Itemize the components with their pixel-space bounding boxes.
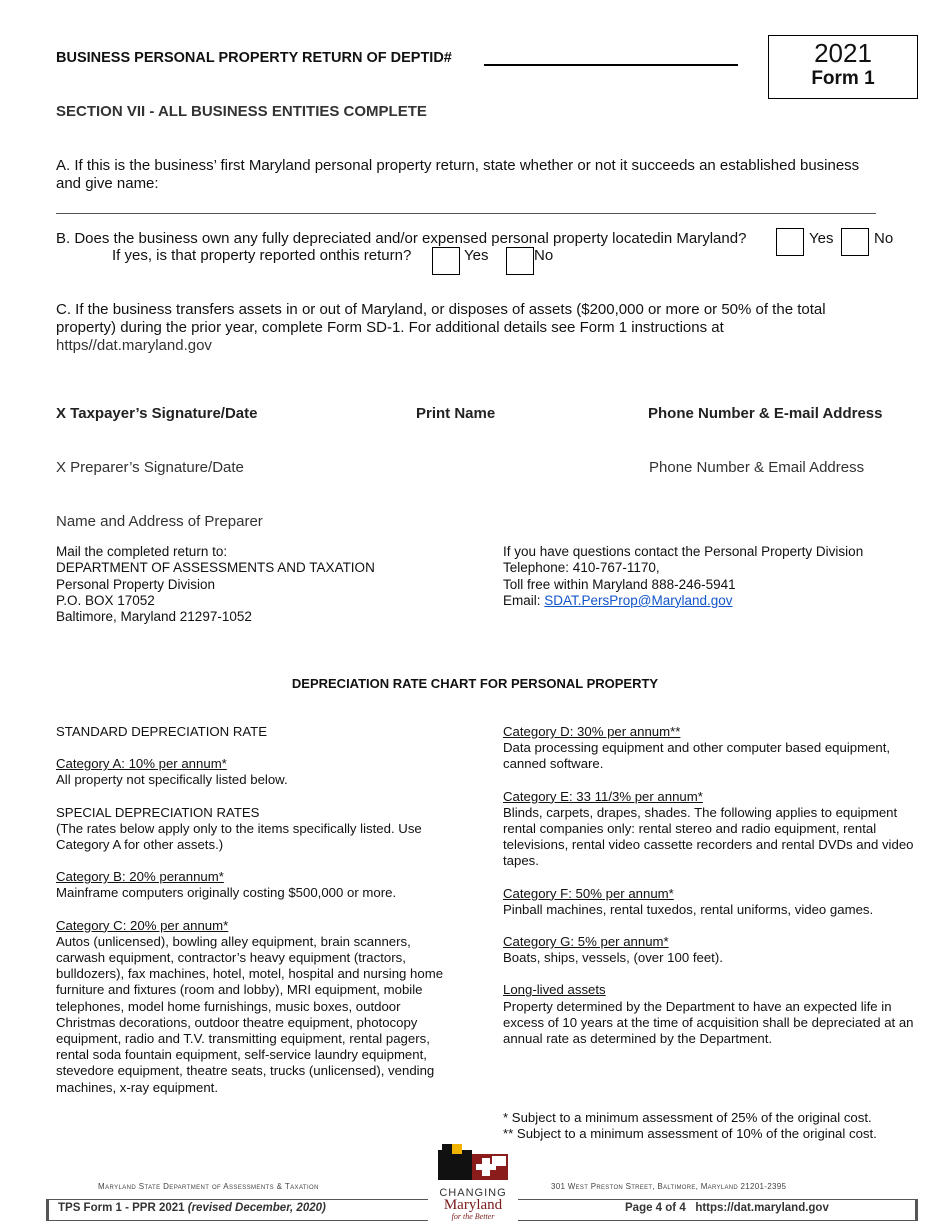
taxpayer-signature-label: X Taxpayer’s Signature/Date: [56, 405, 258, 422]
category-c-heading: Category C: 20% per annum*: [56, 917, 229, 933]
question-a-answer-line[interactable]: [56, 213, 876, 214]
contact-phone: Telephone: 410-767-1170,: [503, 560, 660, 576]
contact-line: If you have questions contact the Personal Property Division: [503, 544, 864, 559]
maryland-flag-icon: [438, 1144, 508, 1182]
question-b: B. Does the business own any fully depreciated and/or expensed personal property locatedin Maryland?: [56, 230, 747, 247]
question-c: C. If the business transfers assets in or out of Maryland, or disposes of assets ($200,000 or more or 50% of the total property) during the prior year, complete Form SD-1. For additional details see Form 1 instructions at: [56, 301, 826, 336]
email-label: Email:: [503, 592, 545, 608]
category-d-text: Data processing equipment and other computer based equipment, canned software.: [503, 740, 891, 772]
category-b-heading: Category B: 20% perannum*: [56, 869, 224, 885]
category-a-text: All property not specifically listed below.: [56, 772, 288, 788]
mail-address-block: [56, 544, 375, 625]
category-f-text: Pinball machines, rental tuxedos, rental uniforms, video games.: [503, 901, 874, 917]
logo-for-the-better: for the Better: [451, 1212, 495, 1221]
print-name-label: Print Name: [416, 405, 496, 422]
mail-line: P.O. BOX 17052: [56, 592, 155, 608]
b-yes-label: Yes: [809, 230, 834, 247]
category-b-text: Mainframe computers originally costing $500,000 or more.: [56, 885, 397, 901]
footer-form-id-text: TPS Form 1 - PPR 2021: [58, 1202, 185, 1214]
footnote-2: ** Subject to a minimum assessment of 10% of the original cost.: [503, 1126, 877, 1142]
preparer-phone-label: Phone Number & Email Address: [649, 459, 865, 476]
question-c-link[interactable]: https//dat.maryland.gov: [56, 337, 212, 354]
long-lived-heading: Long-lived assets: [503, 982, 606, 998]
contact-tollfree: Toll free within Maryland 888-246-5941: [503, 576, 736, 592]
standard-rate-heading: STANDARD DEPRECIATION RATE: [56, 724, 268, 739]
b-no-label: No: [874, 230, 894, 247]
category-e-heading: Category E: 33 11/3% per annum*: [503, 788, 703, 804]
preparer-name-label: Name and Address of Preparer: [56, 513, 263, 530]
depreciation-left-column: [56, 724, 456, 1112]
b-no-checkbox[interactable]: [841, 228, 869, 256]
form-header-title: BUSINESS PERSONAL PROPERTY RETURN OF DEPTID#: [56, 50, 452, 66]
footer-page-info: [625, 1202, 829, 1214]
category-d-heading: Category D: 30% per annum**: [503, 724, 681, 739]
long-lived-text: Property determined by the Department to have an expected life in excess of 10 years at the time of acquisition shall be depreciated at an annual rate as determined by the Department.: [503, 998, 914, 1047]
b-sub-yes-label: Yes: [464, 247, 489, 264]
category-e-text: Blinds, carpets, drapes, shades. The following applies to equipment rental companies only: rental stereo and radio equipment, rental televisions, rental video cassette recorders and rental DVDs and video tapes.: [503, 804, 914, 869]
form-id-box: [768, 35, 918, 99]
question-a: A. If this is the business’ first Maryland personal property return, state whether or not it succeeds an established business and give name:: [56, 157, 860, 192]
form-number: Form 1: [811, 68, 875, 89]
question-b-sub: If yes, is that property reported onthis return?: [112, 247, 412, 264]
page-footer: [40, 1170, 912, 1230]
preparer-signature-label: X Preparer’s Signature/Date: [56, 459, 244, 476]
footer-agency: Maryland State Department of Assessments & Taxation: [98, 1182, 319, 1191]
category-g-text: Boats, ships, vessels, (over 100 feet).: [503, 950, 723, 966]
footer-revised: (revised December, 2020): [187, 1202, 326, 1214]
deptid-input-line[interactable]: [484, 64, 738, 66]
b-yes-checkbox[interactable]: [776, 228, 804, 256]
logo-changing: CHANGING: [439, 1187, 507, 1199]
contact-block: [503, 544, 863, 609]
footer-address: 301 West Preston Street, Baltimore, Maryland 21201-2395: [551, 1182, 787, 1191]
footer-form-id: [58, 1202, 326, 1214]
logo-maryland: Maryland: [443, 1197, 503, 1213]
changing-maryland-logo: [428, 1144, 518, 1230]
b-sub-yes-checkbox[interactable]: [432, 247, 460, 275]
contact-email-row: [503, 593, 863, 609]
category-g-heading: Category G: 5% per annum*: [503, 934, 669, 950]
footnotes: [503, 1110, 923, 1142]
section-title: SECTION VII - ALL BUSINESS ENTITIES COMPLETE: [56, 103, 427, 120]
footer-url[interactable]: https://dat.maryland.gov: [695, 1202, 829, 1214]
email-link[interactable]: SDAT.PersProp@Maryland.gov: [544, 592, 733, 608]
form-year: 2021: [814, 38, 872, 68]
category-a-heading: Category A: 10% per annum*: [56, 756, 227, 772]
depreciation-right-column: [503, 724, 918, 1063]
special-rates-text: (The rates below apply only to the items specifically listed. Use Category A for other assets.): [56, 820, 422, 853]
category-f-heading: Category F: 50% per annum*: [503, 885, 674, 901]
category-c-text: Autos (unlicensed), bowling alley equipment, brain scanners, carwash equipment, contractor’s heavy equipment (tractors, bulldozers), fax machines, hotel, motel, hospital and nursing home furniture and fixtures (room and lobby), MRI equipment, mobile telephones, model home furnishings, music boxes, outdoor Christmas decorations, outdoor theatre equipment, photocopy equipment, radio and T.V. transmitting equipment, rental pagers, rental soda fountain equipment, self-service laundry equipment, stevedore equipment, theatre seats, trucks (unlicensed), vending machines, x-ray equipment.: [56, 933, 444, 1095]
footer-page-number: Page 4 of 4: [625, 1202, 686, 1214]
chart-title: DEPRECIATION RATE CHART FOR PERSONAL PROPERTY: [291, 676, 659, 691]
footnote-1: * Subject to a minimum assessment of 25% of the original cost.: [503, 1110, 872, 1125]
special-rates-heading: SPECIAL DEPRECIATION RATES: [56, 804, 260, 820]
b-sub-no-checkbox[interactable]: [506, 247, 534, 275]
phone-email-label: Phone Number & E-mail Address: [648, 405, 883, 422]
mail-line: Personal Property Division: [56, 576, 216, 592]
mail-line: Baltimore, Maryland 21297-1052: [56, 609, 252, 625]
mail-line: Mail the completed return to:: [56, 544, 228, 559]
mail-line: DEPARTMENT OF ASSESSMENTS AND TAXATION: [56, 560, 375, 576]
b-sub-no-label: No: [534, 247, 554, 264]
